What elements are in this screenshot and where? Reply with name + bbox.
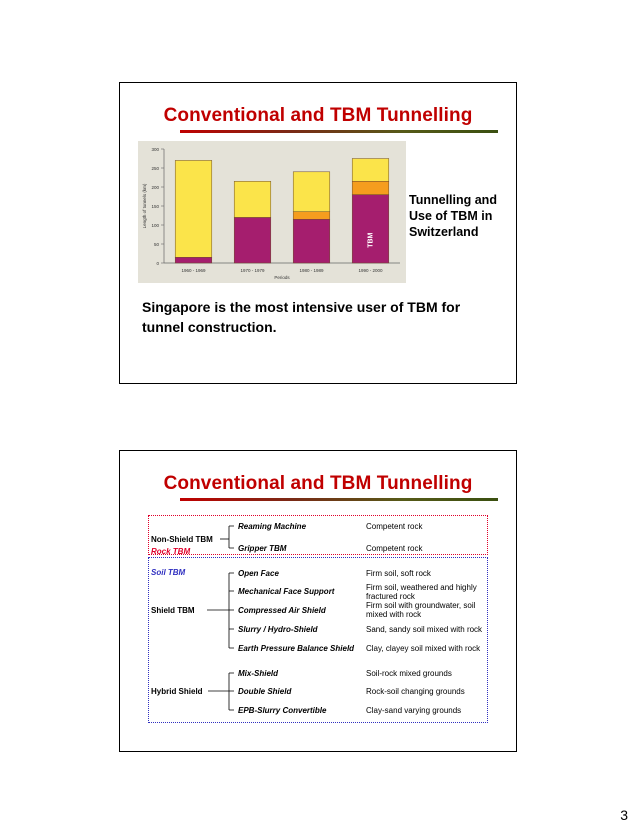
ground-condition: Firm soil with groundwater, soil (366, 601, 476, 610)
bar-segment (352, 195, 389, 263)
soil-tbm-label: Soil TBM (151, 568, 186, 577)
ground-condition-continued: mixed with rock (366, 610, 422, 619)
bar-segment (234, 181, 271, 217)
title-underline (180, 130, 498, 133)
x-axis-title: Periods (274, 275, 290, 280)
machine-name: Compressed Air Shield (238, 606, 326, 615)
machine-name: Double Shield (238, 687, 292, 696)
ground-condition: Firm soil, weathered and highly (366, 583, 477, 592)
chart-canvas (138, 141, 406, 283)
y-tick-label: 250 (151, 166, 159, 171)
x-tick-label: 1960 - 1969 (181, 268, 206, 273)
hybrid-shield-label: Hybrid Shield (151, 687, 203, 696)
ground-condition: Competent rock (366, 522, 423, 531)
machine-name: Open Face (238, 569, 279, 578)
slide-2 (119, 450, 517, 752)
ground-condition: Rock-soil changing grounds (366, 687, 465, 696)
ground-condition-continued: fractured rock (366, 592, 415, 601)
ground-condition: Sand, sandy soil mixed with rock (366, 625, 483, 634)
ground-condition: Competent rock (366, 544, 423, 553)
y-tick-label: 200 (151, 185, 159, 190)
ground-condition: Clay-sand varying grounds (366, 706, 462, 715)
bar-segment (293, 212, 330, 220)
connector-line (229, 526, 234, 548)
bar-segment (293, 172, 330, 212)
rock-tbm-label: Rock TBM (151, 547, 191, 556)
y-tick-label: 0 (156, 261, 159, 266)
tbm-annotation: TBM (367, 232, 375, 248)
bar-segment (234, 217, 271, 263)
bar-segment (352, 181, 389, 194)
machine-name: Earth Pressure Balance Shield (238, 644, 355, 653)
page-number: 3 (620, 807, 628, 823)
shield-tbm-label: Shield TBM (151, 606, 195, 615)
tbm-classification-diagram (120, 451, 518, 753)
ground-condition: Soil-rock mixed grounds (366, 669, 452, 678)
machine-name: Reaming Machine (238, 522, 307, 531)
y-tick-label: 300 (151, 147, 159, 152)
bar-segment (175, 257, 212, 263)
tunnel-length-chart (138, 141, 406, 283)
non-shield-tbm-label: Non-Shield TBM (151, 535, 213, 544)
machine-name: EPB-Slurry Convertible (238, 706, 327, 715)
connector-line (229, 673, 234, 710)
y-tick-label: 50 (153, 242, 159, 247)
chart-caption: Tunnelling and Use of TBM in Switzerland (409, 193, 497, 239)
slide-body-text: Singapore is the most intensive user of TBM for tunnel construction. (142, 299, 461, 335)
bar-segment (293, 219, 330, 263)
machine-name: Mechanical Face Support (238, 587, 335, 596)
ground-condition: Clay, clayey soil mixed with rock (366, 644, 481, 653)
y-axis-title: Length of tunnels (km) (142, 183, 147, 229)
x-tick-label: 1990 - 2000 (358, 268, 383, 273)
bar-segment (175, 160, 212, 257)
y-tick-label: 150 (151, 204, 159, 209)
x-tick-label: 1980 - 1989 (299, 268, 324, 273)
machine-name: Slurry / Hydro-Shield (238, 625, 318, 634)
x-tick-label: 1970 - 1979 (240, 268, 265, 273)
slide-title: Conventional and TBM Tunnelling (163, 473, 473, 494)
machine-name: Mix-Shield (238, 669, 279, 678)
ground-condition: Firm soil, soft rock (366, 569, 431, 578)
y-tick-label: 100 (151, 223, 159, 228)
bar-segment (352, 159, 389, 182)
machine-name: Gripper TBM (238, 544, 287, 553)
slide-1 (119, 82, 517, 384)
slide-title: Conventional and TBM Tunnelling (163, 105, 473, 126)
connector-line (229, 573, 234, 648)
